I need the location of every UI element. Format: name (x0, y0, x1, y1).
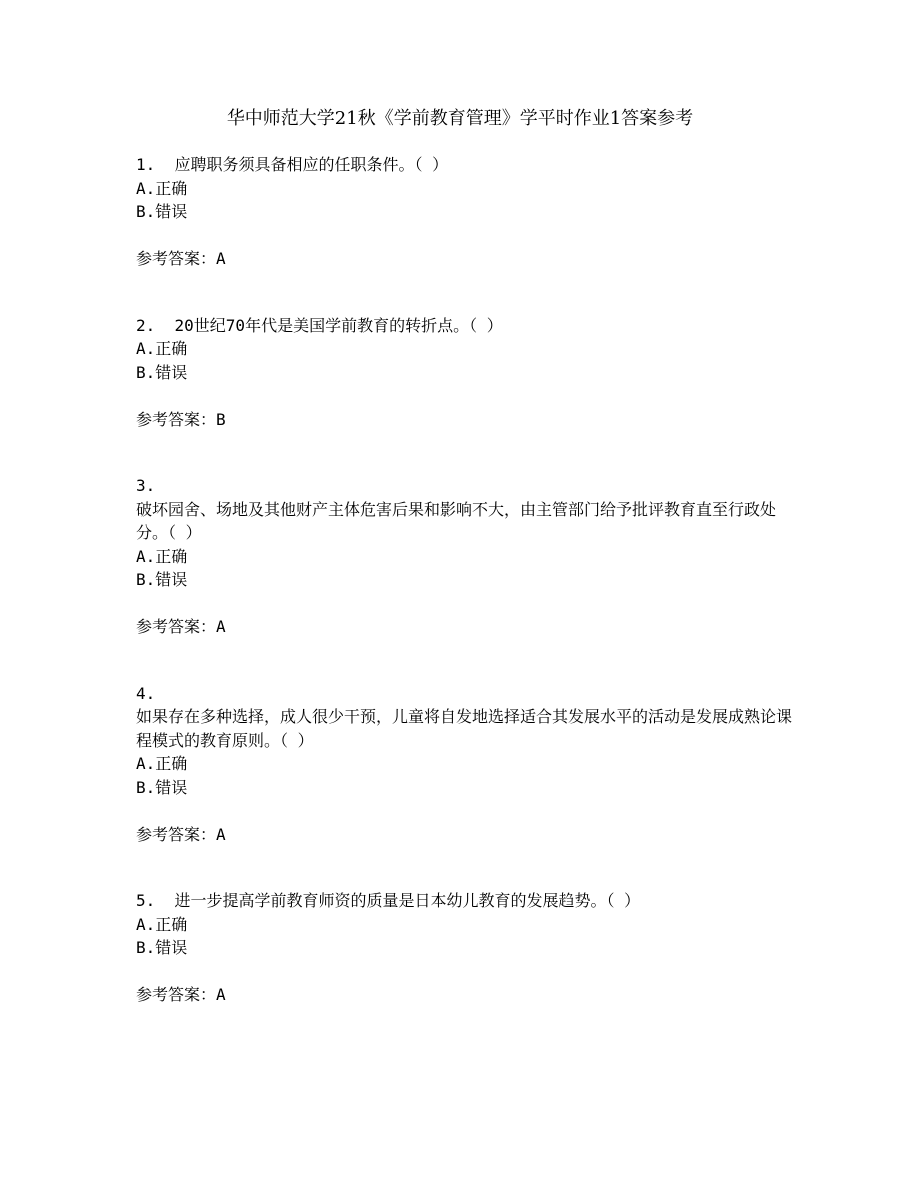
question-text: 应聘职务须具备相应的任职条件。（ ） (174, 155, 449, 174)
answer-line (136, 823, 796, 847)
spacer (136, 639, 796, 682)
answer-line (136, 983, 796, 1007)
question-number: 2. (136, 315, 156, 335)
answer-value: A (216, 617, 226, 636)
answer-value: A (216, 249, 226, 268)
option-b: B.错误 (136, 570, 188, 589)
question-number: 1. (136, 155, 156, 174)
question-2 (136, 314, 796, 432)
answer-value: A (216, 824, 226, 844)
question-number: 3. (136, 476, 156, 495)
document-title: 华中师范大学21秋《学前教育管理》学平时作业1答案参考 (226, 108, 694, 129)
question-4 (136, 682, 796, 847)
option-b: B.错误 (136, 777, 188, 797)
option-a: A.正确 (136, 339, 188, 358)
question-3 (136, 474, 796, 639)
question-text: 如果存在多种选择，成人很少干预，儿童将自发地选择适合其发展水平的活动是发展成熟论课程模式的教育原则。（ ） (136, 707, 793, 750)
answer-label: 参考答案： (136, 617, 217, 636)
question-text: 破坏园舍、场地及其他财产主体危害后果和影响不大，由主管部门给予批评教育直至行政处分。（ ） (136, 499, 777, 542)
answer-value: B (216, 409, 226, 429)
answer-label: 参考答案： (136, 824, 217, 844)
answer-label: 参考答案： (136, 249, 217, 268)
option-a: A.正确 (136, 754, 188, 773)
answer-label: 参考答案： (136, 409, 217, 429)
question-number: 4. (136, 683, 156, 703)
answer-line (136, 247, 796, 271)
option-b: B.错误 (136, 202, 188, 221)
spacer (136, 271, 796, 314)
spacer (136, 846, 796, 889)
question-text: 进一步提高学前教育师资的质量是日本幼儿教育的发展趋势。（ ） (174, 891, 641, 910)
answer-line (136, 408, 796, 432)
option-b: B.错误 (136, 362, 188, 382)
option-a: A.正确 (136, 546, 188, 566)
answer-label: 参考答案： (136, 985, 217, 1004)
option-b: B.错误 (136, 938, 188, 957)
question-list (136, 153, 796, 1007)
question-1 (136, 153, 796, 271)
answer-line (136, 615, 796, 639)
option-a: A.正确 (136, 914, 188, 934)
question-number: 5. (136, 891, 156, 910)
spacer (136, 431, 796, 474)
option-a: A.正确 (136, 178, 188, 198)
question-text: 20世纪70年代是美国学前教育的转折点。（ ） (174, 315, 503, 335)
answer-value: A (216, 985, 226, 1004)
question-5 (136, 889, 796, 1007)
